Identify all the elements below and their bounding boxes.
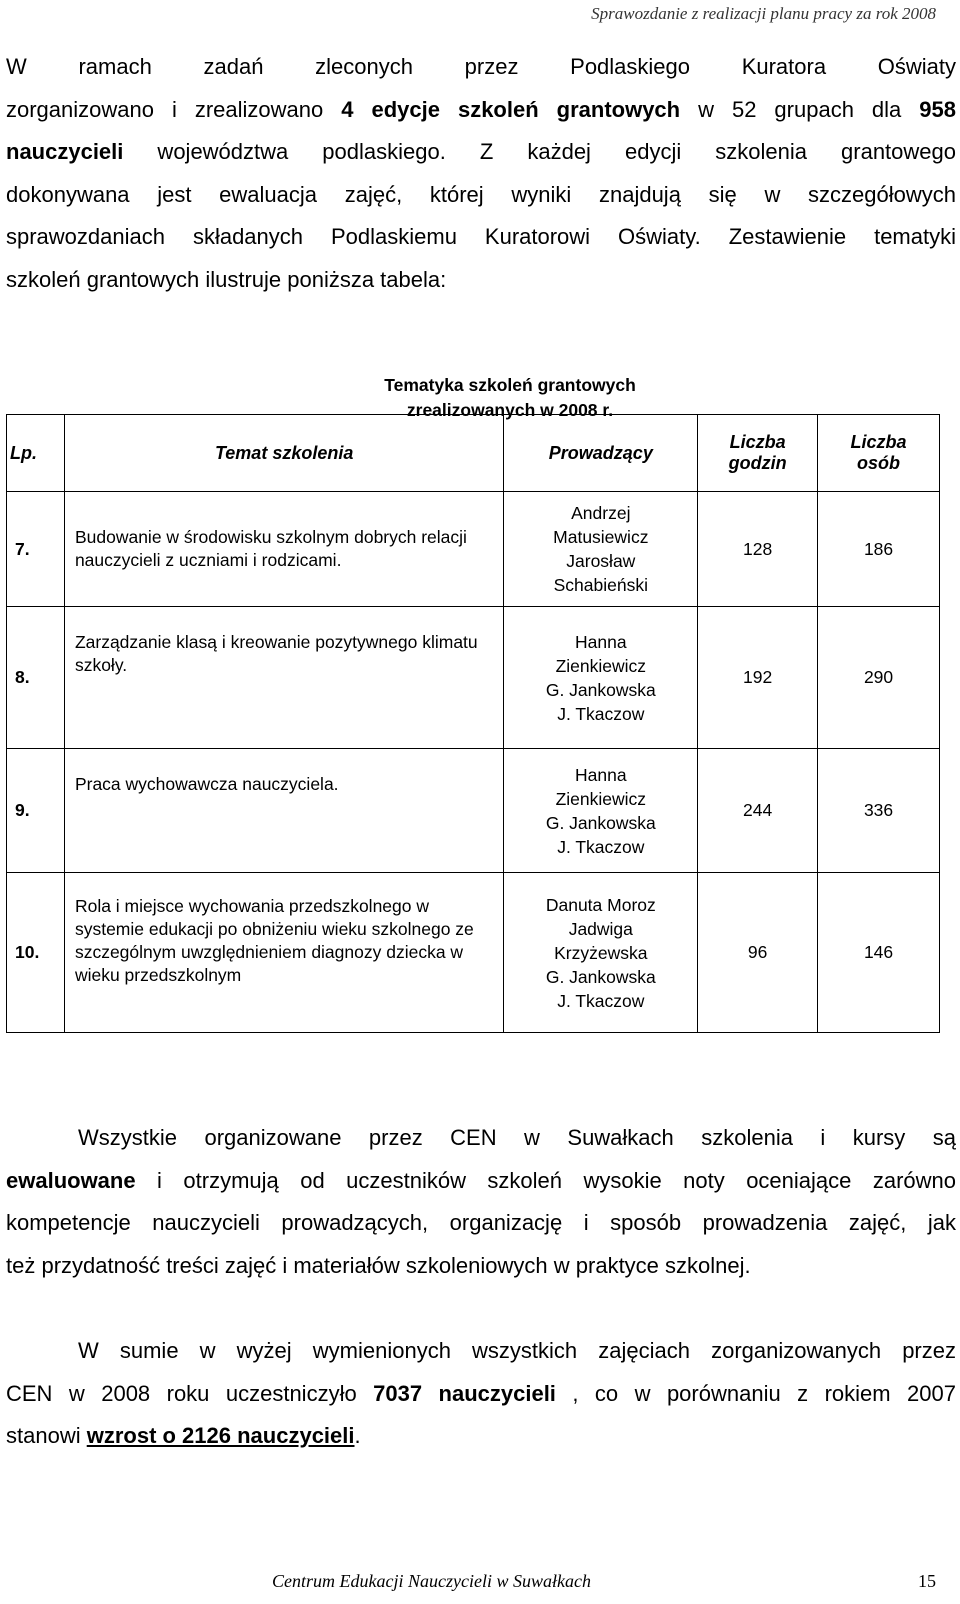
intro-bold-count: 958 (919, 96, 956, 122)
intro-line (6, 131, 956, 174)
intro-text: zorganizowano i zrealizowano (6, 96, 342, 122)
caption-line: zrealizowanych w 2008 r. (406, 400, 614, 420)
row-topic: Zarządzanie klasą i kreowanie pozytywnego klimatu szkoły. (64, 607, 503, 749)
para-line: ewaluowane i otrzymują od uczestników szkoleń wysokie noty oceniające zarówno (6, 1167, 956, 1193)
footer-institution: Centrum Edukacji Nauczycieli w Suwałkach (272, 1571, 591, 1591)
table-row (7, 492, 940, 607)
bold-increase: wzrost o 2126 nauczycieli (86, 1423, 355, 1448)
intro-line: W ramach zadań zleconych przez Podlaskiego Kuratora Oświaty (6, 54, 956, 79)
intro-line (6, 89, 956, 132)
table-row (7, 873, 940, 1033)
table-row (7, 607, 940, 749)
row-leaders: Hanna Zienkiewicz G. Jankowska J. Tkaczow (504, 607, 698, 749)
intro-text: w 52 grupach dla (680, 96, 920, 122)
row-lp: 10. (7, 873, 65, 1033)
intro-line: dokonywana jest ewaluacja zajęć, której wyniki znajdują się w szczegółowych (6, 181, 956, 207)
row-hours: 192 (698, 607, 818, 749)
para-line: Wszystkie organizowane przez CEN w Suwałkach szkolenia i kursy są (78, 1125, 956, 1150)
row-lp: 8. (7, 607, 65, 749)
summary-paragraph (6, 1330, 956, 1458)
evaluation-paragraph (6, 1117, 956, 1287)
para-line: kompetencje nauczycieli prowadzących, organizację i sposób prowadzenia zajęć, jak (6, 1210, 956, 1235)
header-hours: Liczba godzin (698, 415, 818, 492)
bold-evaluated: ewaluowane (6, 1167, 136, 1193)
para-line: też przydatność treści zajęć i materiałów szkoleniowych w praktyce szkolnej. (6, 1252, 751, 1278)
intro-line: szkoleń grantowych ilustruje poniższa tabela: (6, 266, 447, 292)
header-leader: Prowadzący (504, 415, 698, 492)
para-line: W sumie w wyżej wymienionych wszystkich zajęciach zorganizowanych przez (78, 1338, 956, 1363)
intro-text: województwa podlaskiego. Z każdej edycji szkolenia grantowego (123, 139, 956, 164)
row-people: 336 (818, 749, 940, 873)
table-header-row (7, 415, 940, 492)
caption-line: Tematyka szkoleń grantowych (384, 375, 636, 395)
row-leaders: Hanna Zienkiewicz G. Jankowska J. Tkaczow (504, 749, 698, 873)
header-lp: Lp. (7, 415, 65, 492)
row-hours: 244 (698, 749, 818, 873)
running-header: Sprawozdanie z realizacji planu pracy za rok 2008 (591, 4, 936, 23)
row-people: 186 (818, 492, 940, 607)
header-people: Liczba osób (818, 415, 940, 492)
header-topic: Temat szkolenia (64, 415, 503, 492)
intro-bold-teachers: nauczycieli (6, 139, 124, 164)
para-line: stanowi wzrost o 2126 nauczycieli. (6, 1423, 361, 1448)
page-number: 15 (918, 1571, 936, 1591)
row-topic: Budowanie w środowisku szkolnym dobrych relacji nauczycieli z uczniami i rodzicami. (64, 492, 503, 607)
row-leaders: Danuta Moroz Jadwiga Krzyżewska G. Jankowska J. Tkaczow (504, 873, 698, 1033)
row-hours: 96 (698, 873, 818, 1033)
bold-total-teachers: 7037 nauczycieli (373, 1380, 556, 1406)
training-topics-table (6, 414, 940, 1033)
table-row (7, 749, 940, 873)
intro-paragraph (6, 46, 956, 301)
row-leaders: Andrzej Matusiewicz Jarosław Schabieński (504, 492, 698, 607)
row-lp: 7. (7, 492, 65, 607)
row-people: 146 (818, 873, 940, 1033)
row-topic: Rola i miejsce wychowania przedszkolnego w systemie edukacji po obniżeniu wieku szkolnego ze szczególnym uwzględnieniem diagnozy dziecka w wieku przedszkolnym (64, 873, 503, 1033)
para-line: CEN w 2008 roku uczestniczyło 7037 nauczycieli , co w porównaniu z rokiem 2007 (6, 1380, 956, 1406)
row-topic: Praca wychowawcza nauczyciela. (64, 749, 503, 873)
intro-line: sprawozdaniach składanych Podlaskiemu Kuratorowi Oświaty. Zestawienie tematyki (6, 224, 956, 249)
row-people: 290 (818, 607, 940, 749)
row-lp: 9. (7, 749, 65, 873)
intro-bold-editions: 4 edycje szkoleń grantowych (341, 96, 681, 122)
row-hours: 128 (698, 492, 818, 607)
